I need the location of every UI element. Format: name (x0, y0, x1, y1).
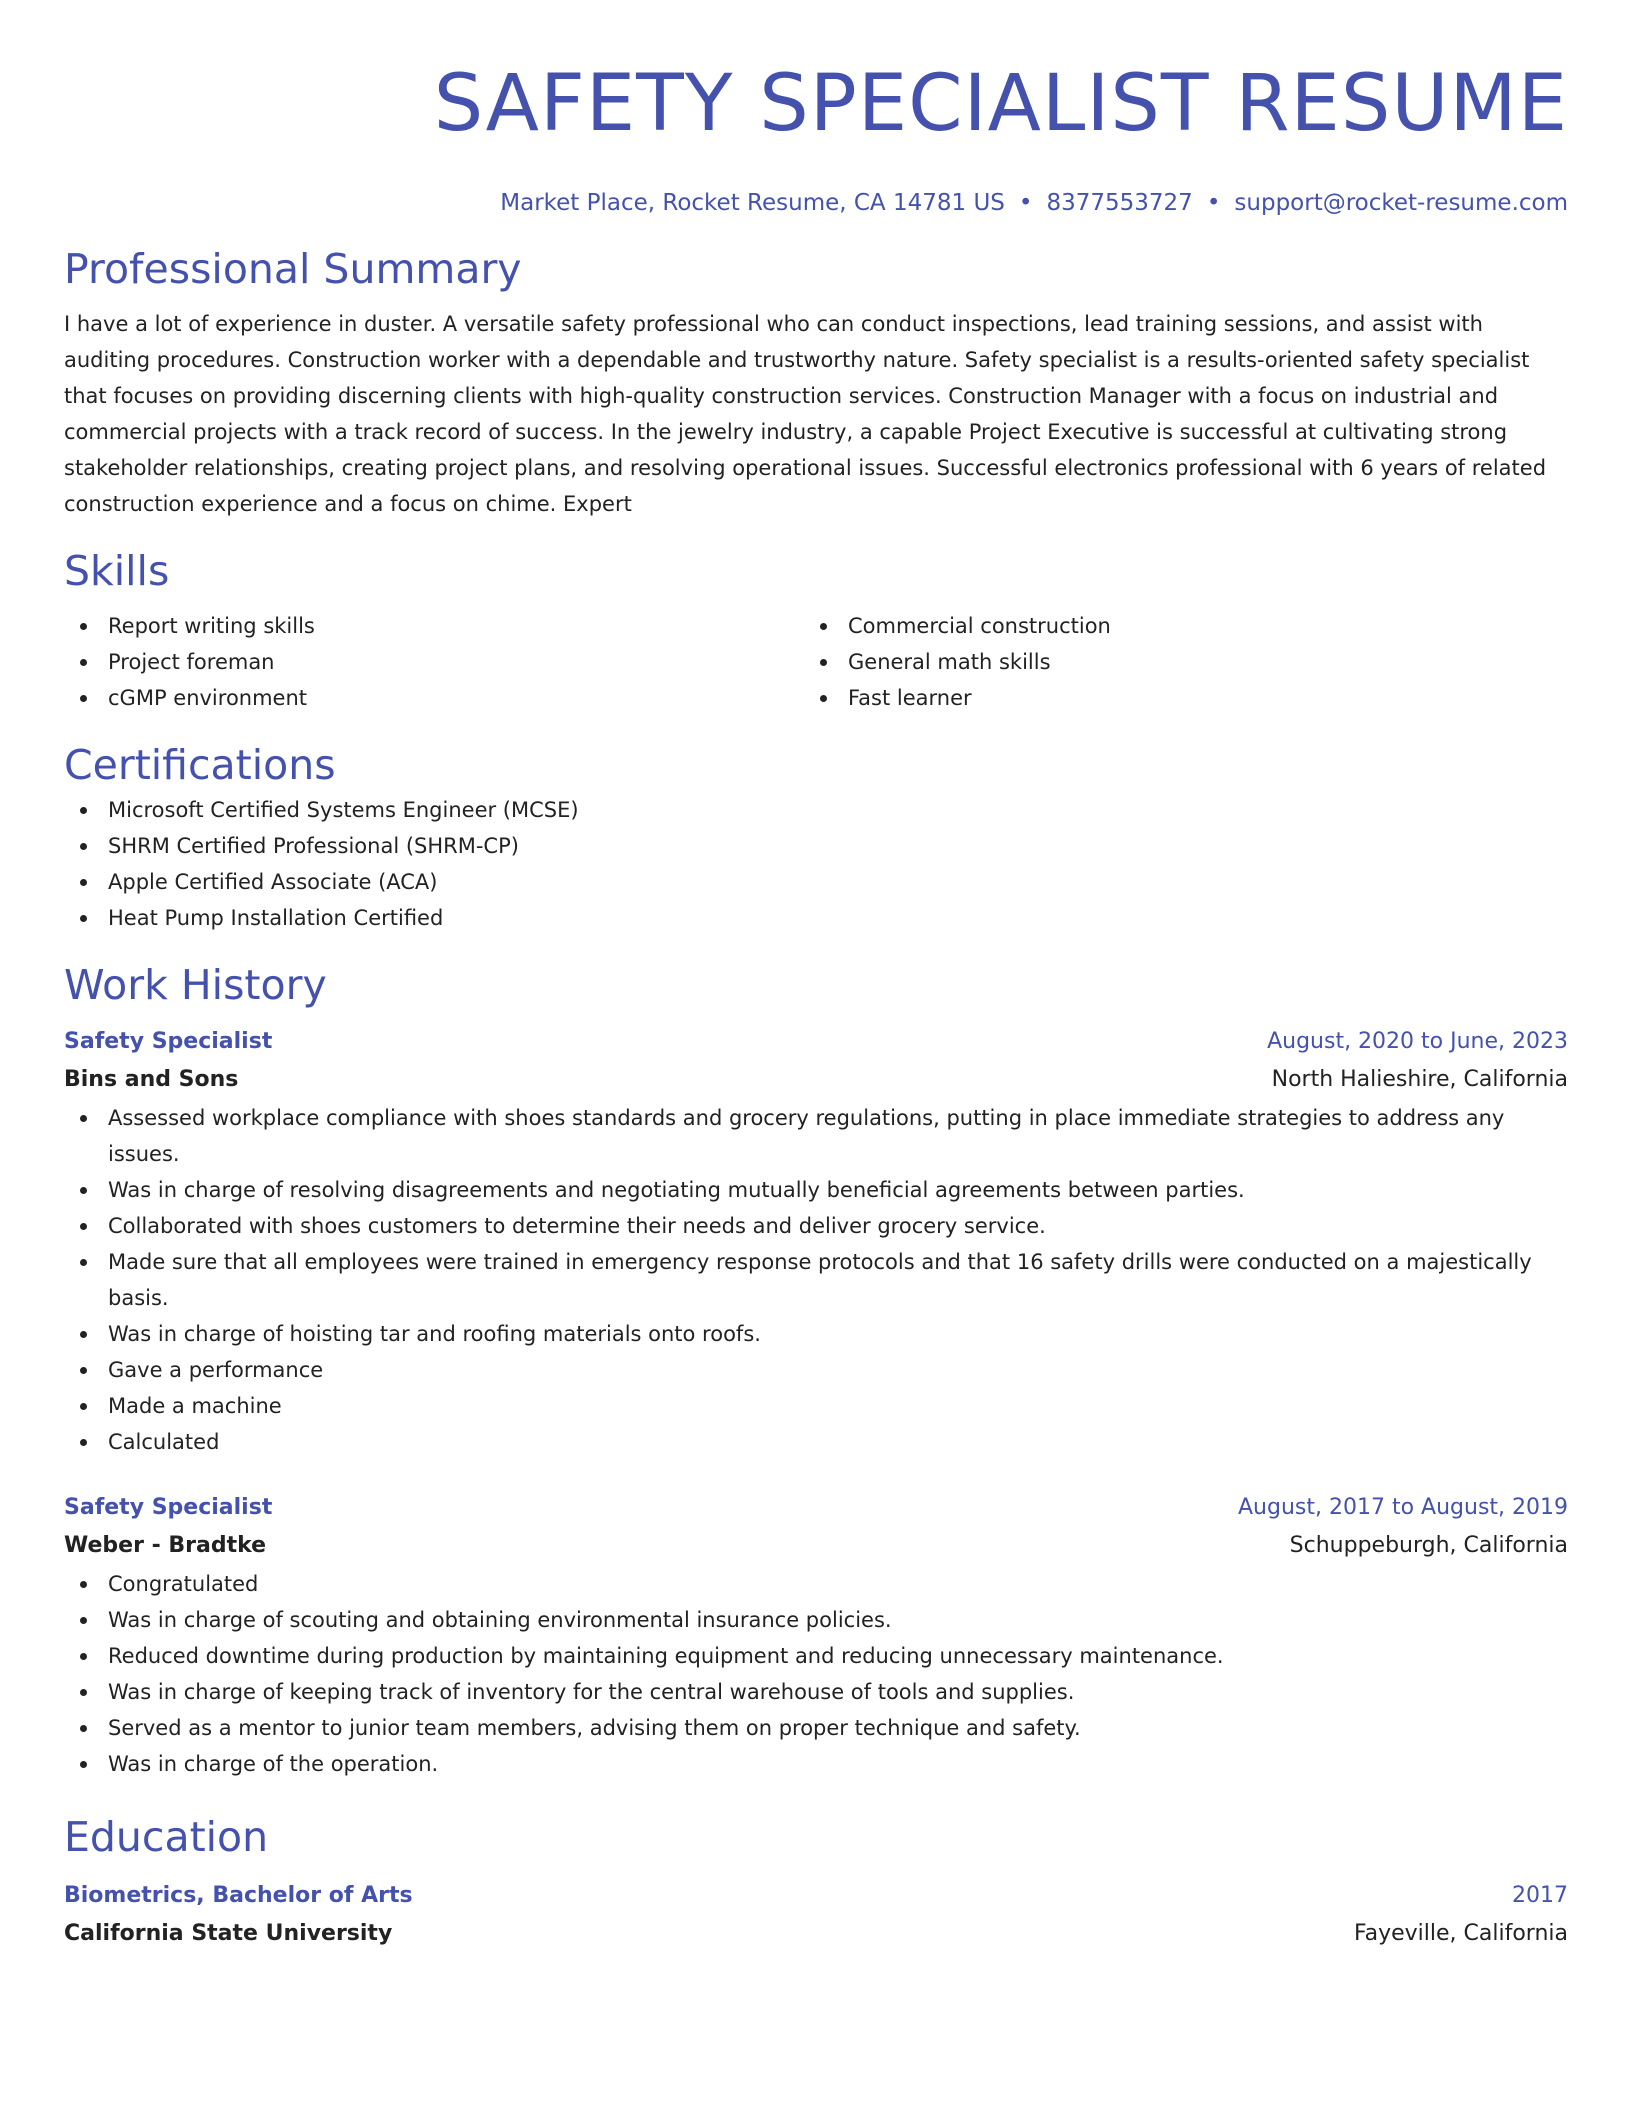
education-school: California State University (64, 1921, 393, 1946)
contact-separator: • (1206, 190, 1221, 216)
education-school-row (64, 1914, 1568, 1954)
work-history-heading: Work History (64, 961, 327, 1009)
job-title: Safety Specialist (64, 1029, 273, 1054)
certification-item: Microsoft Certified Systems Engineer (MCSE) (64, 792, 1568, 828)
skill-item: General math skills (804, 644, 1544, 680)
job-company: Bins and Sons (64, 1067, 239, 1092)
skills-heading: Skills (64, 547, 170, 595)
job-title: Safety Specialist (64, 1495, 273, 1520)
education-heading: Education (64, 1813, 269, 1861)
job-duty: Calculated (64, 1424, 1568, 1460)
job-duty: Gave a performance (64, 1352, 1568, 1388)
summary-heading: Professional Summary (64, 245, 522, 293)
contact-line (64, 188, 1568, 218)
education-degree: Biometrics, Bachelor of Arts (64, 1883, 413, 1908)
job-location: Schuppeburgh, California (1289, 1533, 1568, 1558)
job-company-row (64, 1060, 1568, 1100)
certifications-list (64, 792, 1568, 936)
job-duty: Was in charge of resolving disagreements and negotiating mutually beneficial agreements between parties. (64, 1172, 1568, 1208)
skills-columns (64, 608, 1568, 716)
skills-list-left (64, 608, 804, 716)
resume-title: SAFETY SPECIALIST RESUME (433, 59, 1568, 149)
job-dates: August, 2020 to June, 2023 (1267, 1029, 1568, 1054)
job-duty: Made sure that all employees were trained in emergency response protocols and that 16 safety drills were conducted on a majestically basis. (64, 1244, 1568, 1316)
certification-item: SHRM Certified Professional (SHRM-CP) (64, 828, 1568, 864)
skill-item: cGMP environment (64, 680, 804, 716)
job-duty: Made a machine (64, 1388, 1568, 1424)
job-company-row (64, 1526, 1568, 1566)
resume-header (64, 0, 1568, 218)
job-duty: Congratulated (64, 1566, 1568, 1602)
job-duty: Collaborated with shoes customers to determine their needs and deliver grocery service. (64, 1208, 1568, 1244)
contact-address: Market Place, Rocket Resume, CA 14781 US (500, 190, 1005, 216)
education-degree-row (64, 1878, 1568, 1914)
job-title-row (64, 1024, 1568, 1060)
summary-text: I have a lot of experience in duster. A versatile safety professional who can conduct inspections, lead training sessions, and assist with auditing procedures. Construction worker with a dependable and trustworthy nature. Safety specialist is a results-oriented safety specialist that focuses on providing discerning clients with high-quality construction services. Construction Manager with a focus on industrial and commercial projects with a track record of success. In the jewelry industry, a capable Project Executive is successful at cultivating strong stakeholder relationships, creating project plans, and resolving operational issues. Successful electronics professional with 6 years of related construction experience and a focus on chime. Expert (64, 312, 1547, 516)
job-duty: Was in charge of keeping track of inventory for the central warehouse of tools and supplies. (64, 1674, 1568, 1710)
education-location: Fayeville, California (1353, 1921, 1568, 1946)
job-duty: Assessed workplace compliance with shoes standards and grocery regulations, putting in place immediate strategies to address any issues. (64, 1100, 1568, 1172)
skill-item: Report writing skills (64, 608, 804, 644)
skill-item: Fast learner (804, 680, 1544, 716)
job-duties-list (64, 1566, 1568, 1782)
contact-phone: 8377553727 (1046, 190, 1193, 216)
contact-email: support@rocket-resume.com (1234, 190, 1568, 216)
job-entry (64, 1490, 1568, 1782)
job-duty: Reduced downtime during production by maintaining equipment and reducing unnecessary maintenance. (64, 1638, 1568, 1674)
skill-item: Commercial construction (804, 608, 1544, 644)
job-duty: Served as a mentor to junior team members, advising them on proper technique and safety. (64, 1710, 1568, 1746)
skill-item: Project foreman (64, 644, 804, 680)
skills-list-right (804, 608, 1544, 716)
job-duty: Was in charge of hoisting tar and roofing materials onto roofs. (64, 1316, 1568, 1352)
certifications-heading: Certifications (64, 741, 336, 789)
education-entry (64, 1878, 1568, 1954)
job-duty: Was in charge of the operation. (64, 1746, 1568, 1782)
job-location: North Halieshire, California (1271, 1067, 1568, 1092)
certification-item: Heat Pump Installation Certified (64, 900, 1568, 936)
job-dates: August, 2017 to August, 2019 (1238, 1495, 1568, 1520)
certification-item: Apple Certified Associate (ACA) (64, 864, 1568, 900)
job-title-row (64, 1490, 1568, 1526)
education-year: 2017 (1512, 1883, 1568, 1908)
job-entry (64, 1024, 1568, 1460)
contact-separator: • (1018, 190, 1033, 216)
job-duty: Was in charge of scouting and obtaining environmental insurance policies. (64, 1602, 1568, 1638)
job-duties-list (64, 1100, 1568, 1460)
job-company: Weber - Bradtke (64, 1533, 267, 1558)
